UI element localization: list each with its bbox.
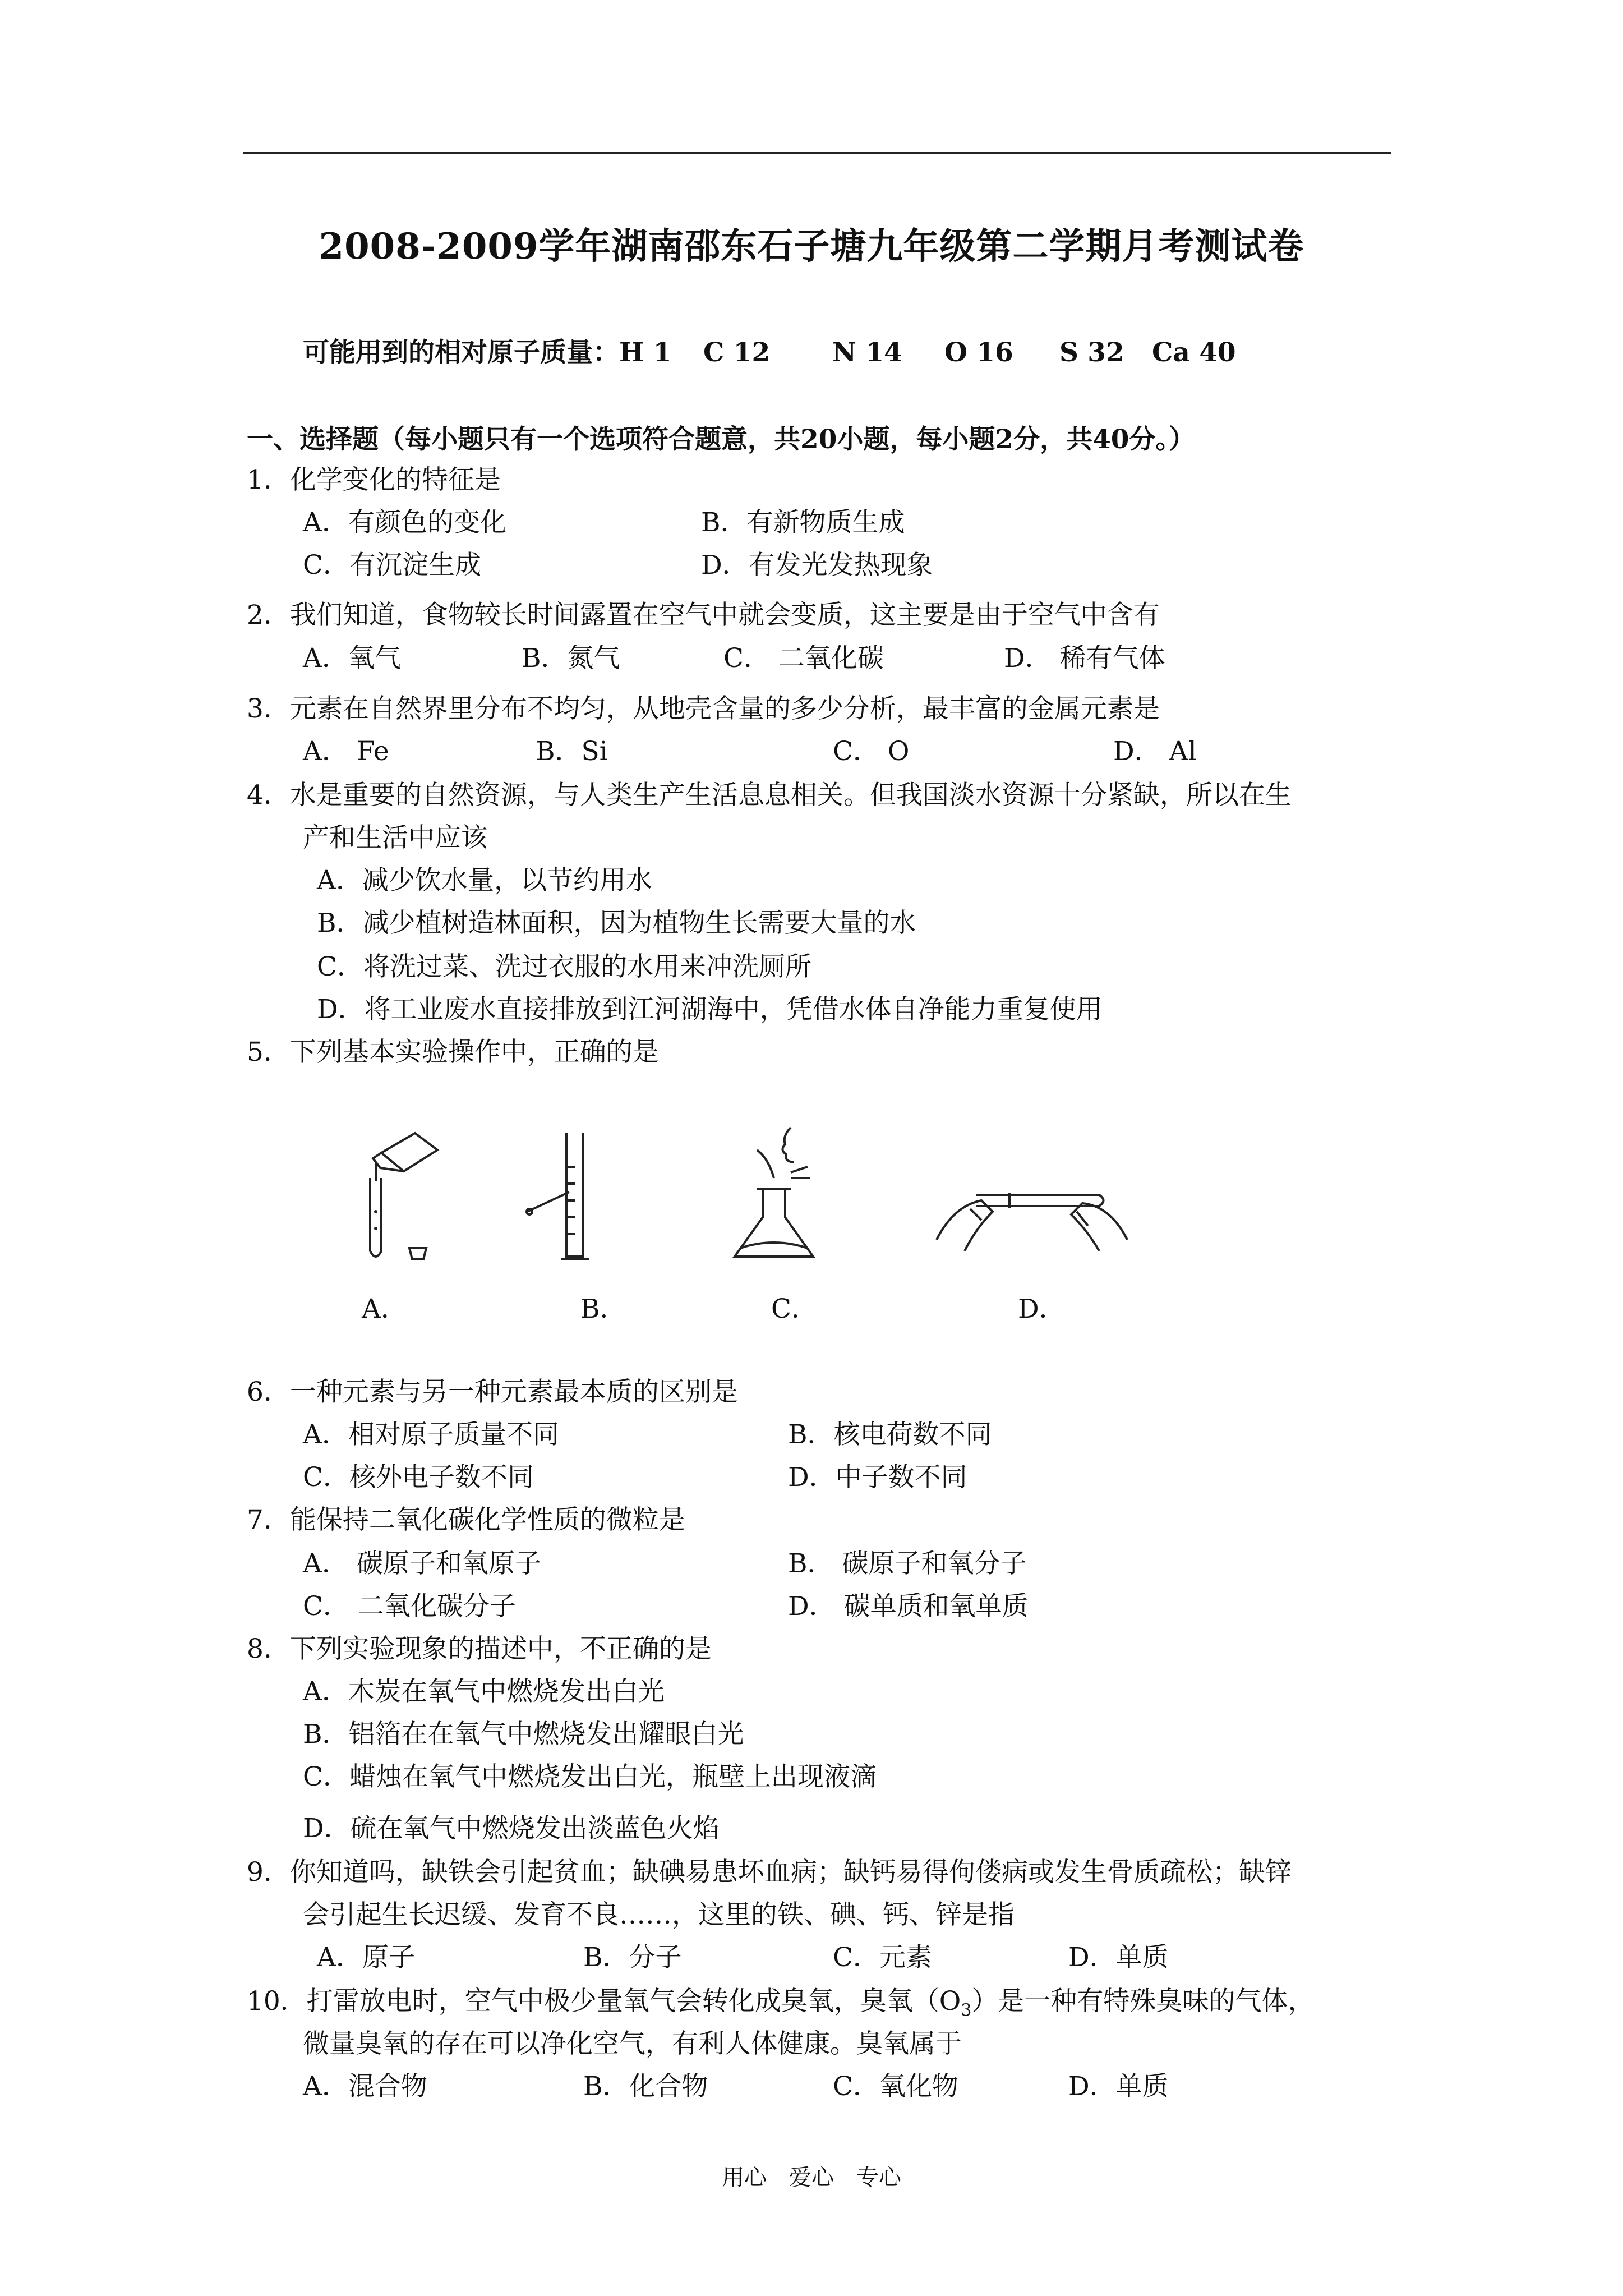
q3-option-d[interactable]: D． Al	[1113, 736, 1197, 767]
q10-stem-end: ）是一种有特殊臭味的气体，	[971, 1986, 1315, 2017]
q8-option-d[interactable]: D．硫在氧气中燃烧发出淡蓝色火焰	[303, 1813, 720, 1844]
q3-option-b[interactable]: B．Si	[536, 736, 608, 767]
page-footer: 用心 爱心 专心	[722, 2165, 901, 2191]
q4-option-b[interactable]: B．减少植树造林面积，因为植物生长需要大量的水	[317, 908, 916, 938]
question-4: 4．水是重要的自然资源，与人类生产生活息息相关。但我国淡水资源十分紧缺，所以在生	[247, 780, 1292, 811]
figure-d-heating-tube	[931, 1172, 1133, 1262]
q9-option-c[interactable]: C．元素	[833, 1942, 932, 1973]
atomic-mass-line	[303, 339, 1236, 366]
q7-option-a[interactable]: A． 碳原子和氧原子	[303, 1548, 541, 1579]
figure-a-pouring	[348, 1128, 443, 1273]
q5-option-d[interactable]: D．	[1018, 1294, 1066, 1324]
mass-n: N 14	[832, 337, 902, 368]
q10-stem-subscript: 3	[961, 2000, 972, 2021]
q6-option-b[interactable]: B．核电荷数不同	[788, 1419, 992, 1450]
question-5: 5．下列基本实验操作中，正确的是	[247, 1037, 659, 1068]
q8-option-b[interactable]: B．铝箔在在氧气中燃烧发出耀眼白光	[303, 1719, 744, 1750]
question-9-cont: 会引起生长迟缓、发育不良……，这里的铁、碘、钙、锌是指	[303, 1899, 1015, 1930]
page-title: 2008-2009学年湖南邵东石子塘九年级第二学期月考测试卷	[319, 226, 1304, 268]
q8-option-a[interactable]: A．木炭在氧气中燃烧发出白光	[303, 1676, 665, 1707]
q10-stem-start: 10．打雷放电时，空气中极少量氧气会转化成臭氧，臭氧（O	[247, 1986, 961, 2017]
mass-o: O 16	[944, 337, 1013, 368]
mass-ca: Ca 40	[1152, 337, 1236, 368]
q1-option-b[interactable]: B．有新物质生成	[701, 507, 905, 538]
question-10-cont: 微量臭氧的存在可以净化空气，有利人体健康。臭氧属于	[303, 2028, 962, 2059]
q2-option-a[interactable]: A．氧气	[303, 643, 401, 674]
q9-option-d[interactable]: D．单质	[1068, 1942, 1169, 1973]
q1-option-a[interactable]: A．有颜色的变化	[303, 507, 506, 538]
q2-option-c[interactable]: C． 二氧化碳	[723, 643, 884, 674]
question-8: 8．下列实验现象的描述中，不正确的是	[247, 1634, 712, 1664]
question-4-cont: 产和生活中应该	[303, 822, 487, 853]
q5-option-b[interactable]: B．	[580, 1294, 626, 1324]
question-1: 1．化学变化的特征是	[247, 464, 501, 495]
q9-option-b[interactable]: B．分子	[583, 1942, 682, 1973]
q6-option-c[interactable]: C．核外电子数不同	[303, 1462, 534, 1493]
mass-h: H 1	[619, 337, 672, 368]
question-7: 7．能保持二氧化碳化学性质的微粒是	[247, 1504, 685, 1535]
q6-option-a[interactable]: A．相对原子质量不同	[303, 1419, 559, 1450]
q4-option-a[interactable]: A．减少饮水量，以节约用水	[317, 865, 652, 896]
q6-option-d[interactable]: D．中子数不同	[788, 1462, 967, 1493]
q5-option-c[interactable]: C．	[771, 1294, 818, 1324]
q10-option-b[interactable]: B．化合物	[583, 2071, 708, 2102]
question-10	[247, 1988, 1314, 2019]
question-3: 3．元素在自然界里分布不均匀，从地壳含量的多少分析，最丰富的金属元素是	[247, 693, 1160, 724]
q4-option-c[interactable]: C．将洗过菜、洗过衣服的水用来冲洗厕所	[317, 951, 811, 982]
q5-option-a[interactable]: A．	[362, 1294, 407, 1324]
mass-s: S 32	[1059, 337, 1124, 368]
atomic-mass-label: 可能用到的相对原子质量：	[303, 337, 619, 368]
figure-b-cylinder	[516, 1128, 606, 1273]
question-6: 6．一种元素与另一种元素最本质的区别是	[247, 1377, 738, 1407]
q10-option-c[interactable]: C．氧化物	[833, 2071, 958, 2102]
q8-option-c[interactable]: C．蜡烛在氧气中燃烧发出白光，瓶壁上出现液滴	[303, 1761, 877, 1792]
header-rule	[243, 152, 1391, 154]
q4-option-d[interactable]: D．将工业废水直接排放到江河湖海中，凭借水体自净能力重复使用	[317, 994, 1103, 1025]
question-2: 2．我们知道，食物较长时间露置在空气中就会变质，这主要是由于空气中含有	[247, 600, 1160, 631]
q1-option-d[interactable]: D．有发光发热现象	[701, 550, 933, 581]
q2-option-d[interactable]: D． 稀有气体	[1004, 643, 1165, 674]
question-9: 9．你知道吗，缺铁会引起贫血；缺碘易患坏血病；缺钙易得佝偻病或发生骨质疏松；缺锌	[247, 1857, 1292, 1888]
q3-option-c[interactable]: C． O	[833, 736, 910, 767]
q3-option-a[interactable]: A． Fe	[303, 736, 389, 767]
figure-c-smelling	[723, 1116, 836, 1279]
q10-option-d[interactable]: D．单质	[1068, 2071, 1169, 2102]
q7-option-c[interactable]: C． 二氧化碳分子	[303, 1591, 516, 1622]
mass-c: C 12	[703, 337, 771, 368]
q7-option-b[interactable]: B． 碳原子和氧分子	[788, 1548, 1027, 1579]
q1-option-c[interactable]: C．有沉淀生成	[303, 550, 481, 581]
q7-option-d[interactable]: D． 碳单质和氧单质	[788, 1591, 1029, 1622]
q9-option-a[interactable]: A．原子	[317, 1942, 415, 1973]
q10-option-a[interactable]: A．混合物	[303, 2071, 427, 2102]
section-heading: 一、选择题（每小题只有一个选项符合题意，共20小题，每小题2分，共40分。）	[247, 424, 1196, 455]
q2-option-b[interactable]: B．氮气	[522, 643, 620, 674]
